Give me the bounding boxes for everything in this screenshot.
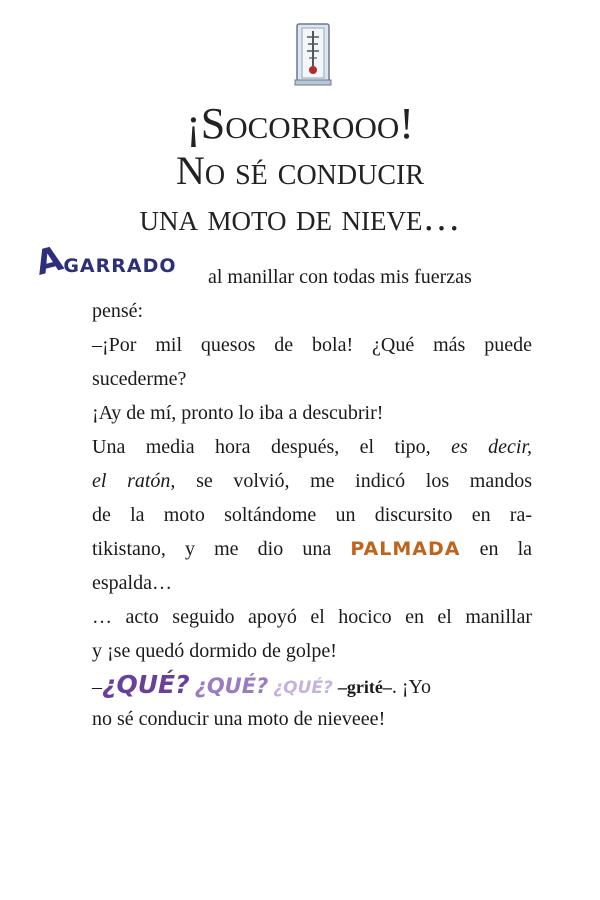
text-line	[92, 668, 532, 702]
italic-span: el ratón,	[92, 470, 176, 492]
text-line	[92, 430, 532, 464]
text-line: no sé conducir una moto de nieveee!	[92, 708, 386, 730]
agarrado-rest: GARRADO	[63, 255, 177, 277]
que-shout-1: ¿QUÉ?	[102, 670, 190, 699]
text-line: pensé:	[92, 300, 144, 322]
thermometer-icon	[293, 22, 333, 86]
text-span: . ¡Yo	[391, 676, 431, 698]
que-shout-3: ¿QUÉ?	[273, 678, 333, 698]
title-line-3: una moto de nieve…	[139, 197, 461, 239]
text-line	[92, 532, 532, 566]
text-line: de la moto soltándome un discursito en ra-	[92, 504, 532, 526]
text-span: en la	[479, 538, 533, 560]
title-line-1: ¡Socorrooo!	[186, 99, 414, 148]
text-line: ¡Ay de mí, pronto lo iba a descubrir!	[92, 402, 384, 424]
text-line: –¡Por mil quesos de bola! ¿Qué más puede	[92, 334, 532, 356]
paragraph-line	[31, 238, 532, 294]
dash: –	[92, 676, 102, 698]
story-text	[31, 238, 533, 736]
text-line	[92, 464, 532, 498]
text-span: se volvió, me indicó los mandos	[196, 470, 532, 492]
text-line: al manillar con todas mis fuerzas	[208, 266, 472, 288]
palmada-word: PALMADA	[350, 538, 461, 560]
text-line: y ¡se quedó dormido de golpe!	[92, 640, 337, 662]
grite-word: –grité–	[337, 677, 392, 697]
agarrado-initial: A	[31, 238, 68, 284]
text-line: sucederme?	[92, 368, 187, 390]
text-span: tikistano, y me dio una	[92, 538, 332, 560]
text-line: espalda…	[92, 572, 172, 594]
text-span: Una media hora después, el tipo,	[92, 436, 431, 458]
title-line-2: No sé conducir	[175, 148, 425, 193]
que-shout-2: ¿QUÉ?	[194, 674, 269, 698]
text-line: … acto seguido apoyó el hocico en el manillar	[92, 606, 532, 628]
agarrado-word	[31, 238, 177, 284]
italic-span: es decir,	[451, 436, 533, 458]
